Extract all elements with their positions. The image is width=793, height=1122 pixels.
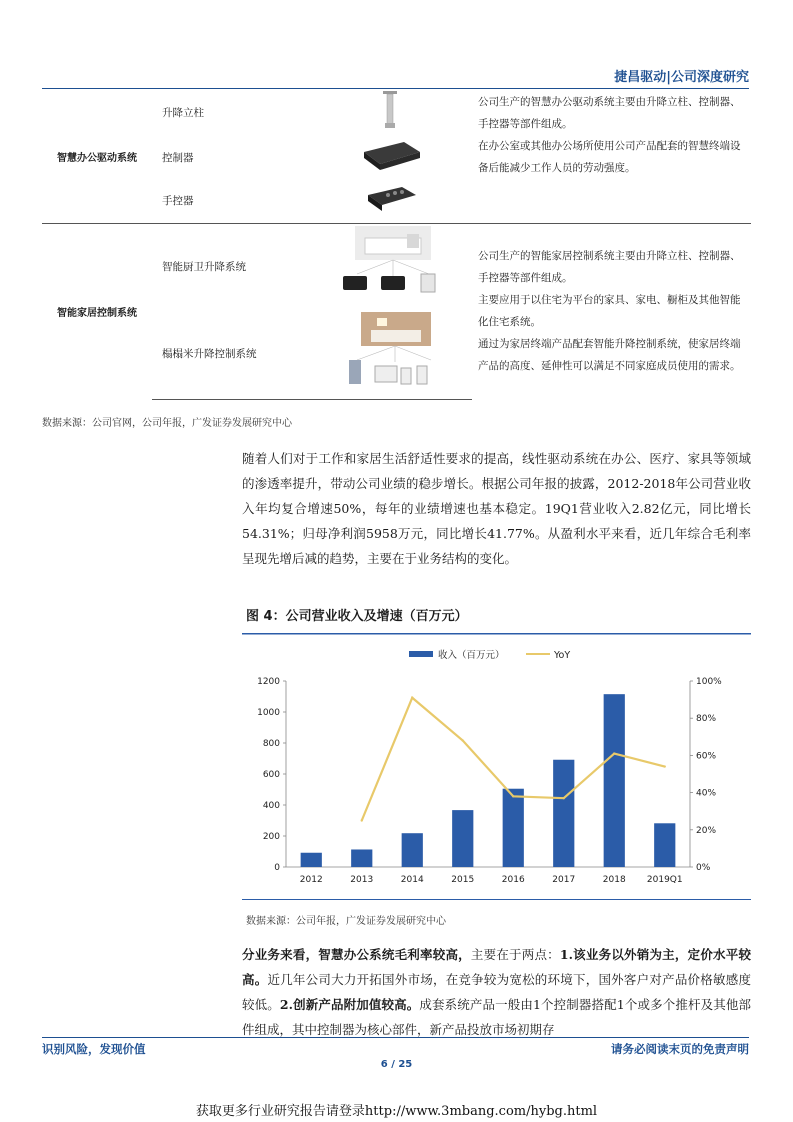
revenue-chart (242, 633, 751, 900)
legend-bar-swatch (409, 651, 433, 657)
revenue-bar (351, 849, 372, 867)
category-office: 智慧办公驱动系统 (57, 152, 137, 164)
item-kitchen-lift: 智能厨卫升降系统 (152, 223, 312, 309)
hand-controller-image (312, 179, 472, 223)
footer-disclaimer: 请务必阅读末页的免责声明 (611, 1042, 749, 1056)
para2-lead: 分业务来看，智慧办公系统毛利率较高， (242, 947, 471, 962)
product-table (42, 90, 751, 400)
page-number: 6 / 25 (380, 1059, 413, 1070)
left-tick-label: 400 (262, 801, 280, 811)
chart-plot-area (257, 677, 722, 885)
footer-divider (42, 1037, 749, 1038)
para2-mid3: 成套系统产品一般由1个控制器搭配1个或多个推杆及其他部件组成，其中控制器为核心部件，新产品投放市场初期存 (242, 997, 751, 1037)
office-description (472, 90, 751, 179)
para2-point2: 2.创新产品附加值较高。 (279, 997, 420, 1012)
yoy-point (512, 795, 514, 797)
x-tick-label: 2018 (602, 875, 626, 885)
header-divider (42, 88, 749, 89)
right-tick-label: 20% (696, 825, 717, 836)
para2-mid1: 主要在于两点： (470, 947, 560, 962)
item-tatami-lift: 榻榻米升降控制系统 (152, 309, 312, 399)
chart-source-note: 数据来源：公司年报，广发证券发展研究中心 (246, 916, 446, 927)
item-hand-controller: 手控器 (162, 195, 194, 208)
revenue-bar (503, 789, 524, 867)
x-tick-label: 2016 (501, 875, 525, 885)
para2-mid2: 近几年公司大力开拓国外市场，在竞争较为宽松的环境下，国外客户对产品价格敏感度较低。 (242, 972, 751, 1012)
legend-line-label: YoY (554, 650, 571, 661)
revenue-bar (301, 853, 322, 867)
legend-bar-label: 收入（百万元） (438, 650, 505, 661)
para2-point1: 1.该业务以外销为主，定价水平较高。 (242, 947, 751, 987)
yoy-point (563, 797, 565, 799)
paragraph-revenue-growth: 随着人们对于工作和家居生活舒适性要求的提高，线性驱动系统在办公、医疗、家具等领域的渗透率提升，带动公司业绩的稳步增长。根据公司年报的披露，2012-2018年公司营业收入年均复合增速50%，每年的业绩增速也基本稳定。19Q1营业收入2.82亿元，同比增长54.31%；归母净利润5958万元，同比增长41.77%。从盈利水平来看，近几年综合毛利率呈现先增后减的趋势，主要在于业务结构的变化。 (242, 451, 751, 566)
x-tick-label: 2014 (400, 875, 424, 885)
controller-image (312, 135, 472, 179)
yoy-point (411, 697, 413, 699)
right-tick-label: 60% (696, 751, 717, 762)
item-controller: 控制器 (162, 151, 194, 164)
left-tick-label: 800 (262, 739, 280, 749)
figure-title: 图 4：公司营业收入及增速（百万元） (246, 609, 468, 624)
report-header-title: 捷昌驱动|公司深度研究 (614, 70, 749, 85)
left-tick-label: 200 (262, 832, 280, 842)
yoy-point (361, 819, 363, 821)
footer-slogan: 识别风险，发现价值 (42, 1042, 146, 1056)
revenue-bar (604, 694, 625, 867)
yoy-point (462, 739, 464, 741)
right-tick-label: 100% (696, 677, 722, 687)
left-tick-label: 600 (262, 770, 280, 780)
revenue-bar (654, 823, 675, 867)
office-desc-1: 公司生产的智慧办公驱动系统主要由升降立柱、控制器、手控器等部件组成。 (478, 95, 741, 130)
right-tick-label: 80% (696, 714, 717, 725)
x-tick-label: 2015 (451, 875, 475, 885)
kitchen-lift-image (312, 223, 472, 309)
right-tick-label: 0% (696, 863, 711, 873)
tatami-lift-image (312, 309, 472, 399)
office-desc-2: 在办公室或其他办公场所使用公司产品配套的智慧终端设备后能减少工作人员的劳动强度。 (478, 139, 741, 174)
revenue-bar (553, 760, 574, 867)
item-lift-column: 升降立柱 (162, 107, 204, 119)
x-tick-label: 2012 (299, 875, 323, 885)
bottom-promo-link[interactable]: 获取更多行业研究报告请登录http://www.3mbang.com/hybg.html (195, 1104, 598, 1119)
table-row-home-1 (42, 223, 751, 309)
lift-column-image (312, 90, 472, 135)
left-tick-label: 1000 (257, 708, 280, 718)
home-desc-3: 通过为家居终端产品配套智能升降控制系统，使家居终端产品的高度、延伸性可以满足不同家庭成员使用的需求。 (478, 338, 741, 373)
home-description (472, 223, 751, 399)
paragraph-business-analysis (242, 942, 751, 1042)
category-home: 智能家居控制系统 (42, 223, 152, 399)
revenue-bar (402, 833, 423, 867)
yoy-point (613, 752, 615, 754)
home-desc-1: 公司生产的智能家居控制系统主要由升降立柱、控制器、手控器等部件组成。 (478, 250, 741, 285)
revenue-bar (452, 810, 473, 867)
right-tick-label: 40% (696, 788, 717, 799)
x-tick-label: 2013 (350, 875, 374, 885)
home-desc-2: 主要应用于以住宅为平台的家具、家电、橱柜及其他智能化住宅系统。 (478, 294, 741, 329)
chart-legend (409, 649, 570, 661)
left-tick-label: 0 (274, 863, 280, 873)
left-tick-label: 1200 (257, 677, 280, 687)
table-row-office-1 (42, 90, 751, 135)
x-tick-label: 2019Q1 (646, 875, 683, 885)
table-source-note: 数据来源：公司官网，公司年报，广发证券发展研究中心 (42, 418, 292, 429)
yoy-point (664, 765, 666, 767)
x-tick-label: 2017 (552, 875, 576, 885)
